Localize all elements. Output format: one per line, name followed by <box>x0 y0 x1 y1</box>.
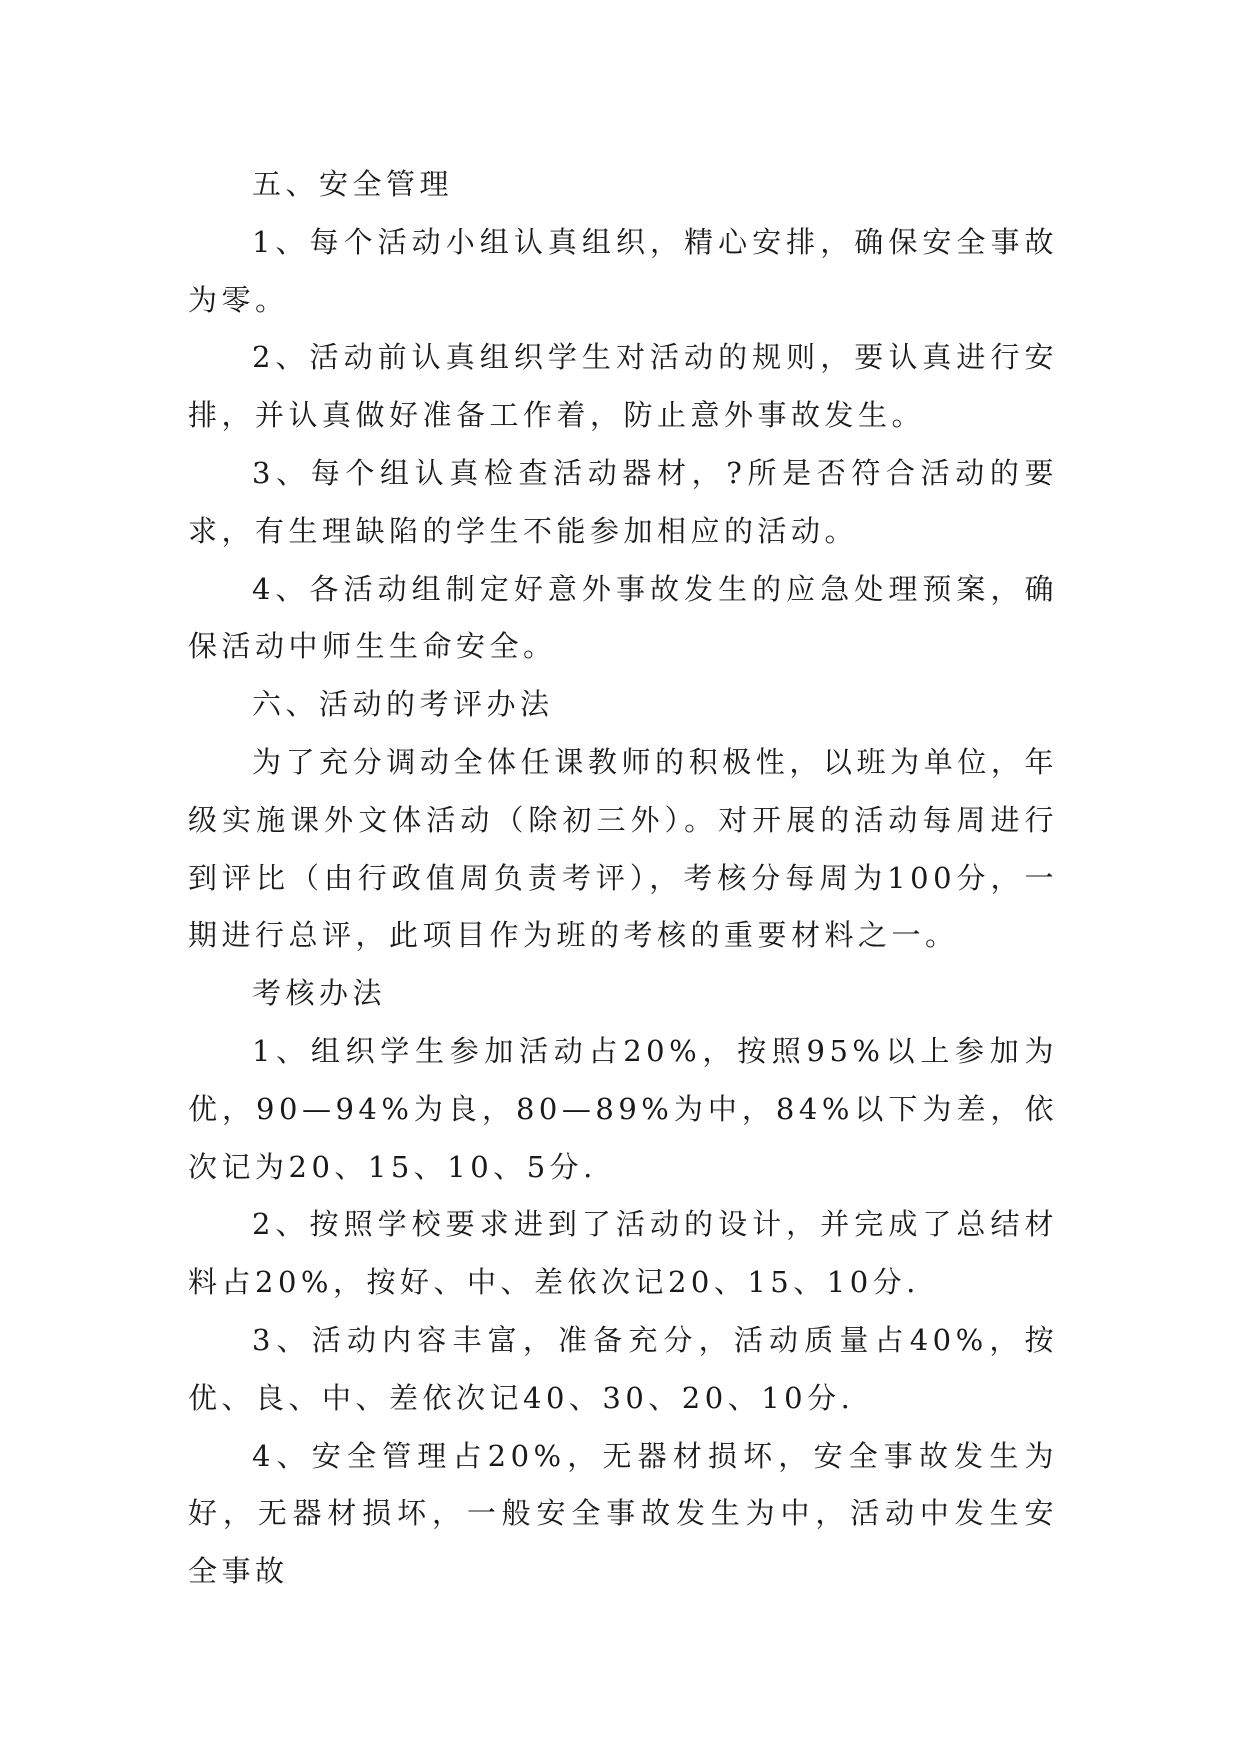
paragraph: 1、组织学生参加活动占20%，按照95%以上参加为优，90—94%为良，80—89%为中，84%以下为差，依次记为20、15、10、5分. <box>188 1033 1058 1184</box>
section-heading-safety: 五、安全管理 <box>252 167 454 201</box>
paragraph: 1、每个活动小组认真组织，精心安排，确保安全事故为零。 <box>188 224 1058 317</box>
paragraph: 3、每个组认真检查活动器材，?所是否符合活动的要求，有生理缺陷的学生不能参加相应的活动。 <box>188 455 1058 548</box>
paragraph: 4、各活动组制定好意外事故发生的应急处理预案，确保活动中师生生命安全。 <box>188 571 1058 664</box>
subheading-assessment-method: 考核办法 <box>252 976 387 1011</box>
paragraph: 2、活动前认真组织学生对活动的规则，要认真进行安排，并认真做好准备工作着，防止意外事故发生。 <box>188 340 1058 433</box>
paragraph: 3、活动内容丰富，准备充分，活动质量占40%，按优、良、中、差依次记40、30、20、10分. <box>188 1322 1058 1415</box>
paragraph: 为了充分调动全体任课教师的积极性，以班为单位，年级实施课外文体活动（除初三外）。对开展的活动每周进行到评比（由行政值周负责考评），考核分每周为100分，一期进行总评，此项目作为班的考核的重要材料之一。 <box>188 744 1058 953</box>
section-heading-evaluation: 六、活动的考评办法 <box>252 687 554 722</box>
paragraph: 2、按照学校要求进到了活动的设计，并完成了总结材料占20%，按好、中、差依次记20、15、10分. <box>188 1207 1058 1300</box>
paragraph: 4、安全管理占20%，无器材损坏，安全事故发生为好，无器材损坏，一般安全事故发生为中，活动中发生安全事故 <box>188 1438 1058 1589</box>
document-body <box>188 156 1058 1601</box>
